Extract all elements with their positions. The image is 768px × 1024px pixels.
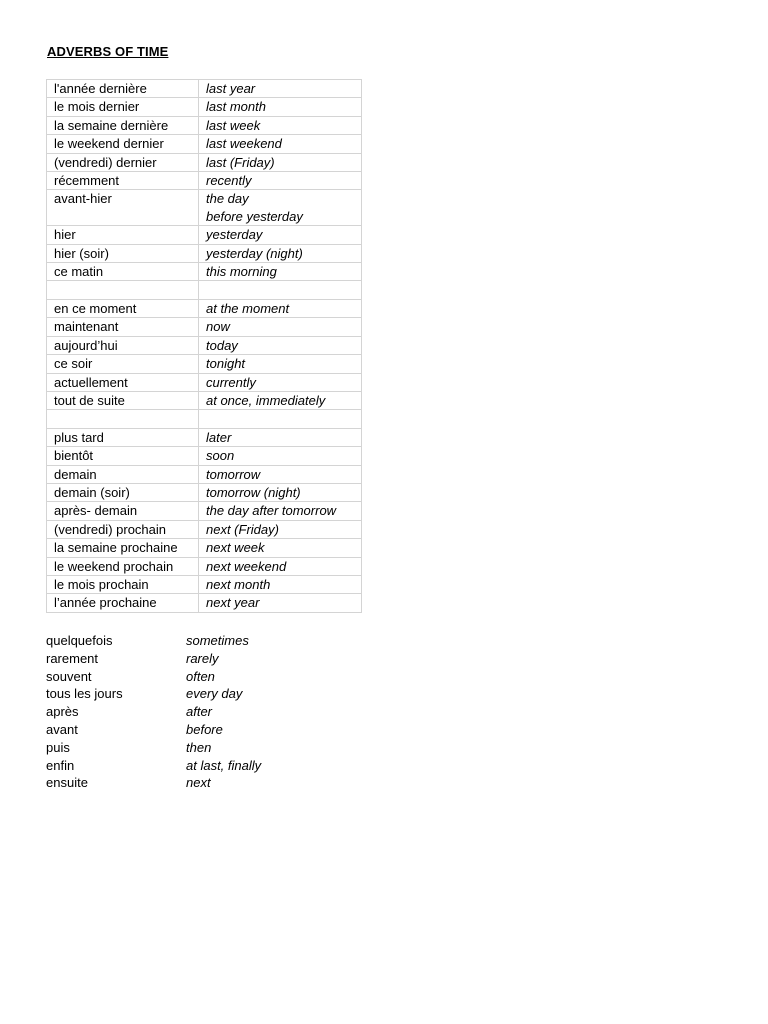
french-term xyxy=(47,281,199,299)
translation-line: last weekend xyxy=(206,136,282,152)
english-translation xyxy=(199,594,362,612)
english-translation xyxy=(199,447,362,465)
english-translation xyxy=(199,336,362,354)
french-term: hier (soir) xyxy=(47,244,199,262)
translation-line xyxy=(206,281,354,298)
list-item xyxy=(46,757,261,775)
table-row xyxy=(47,539,362,557)
french-term: (vendredi) prochain xyxy=(47,520,199,538)
table-row xyxy=(47,116,362,134)
english-translation xyxy=(199,172,362,190)
french-term: le weekend dernier xyxy=(47,135,199,153)
french-term: souvent xyxy=(46,668,92,684)
translation-line: the day xyxy=(206,191,249,207)
translation-line: next month xyxy=(206,576,271,592)
table-row xyxy=(47,98,362,116)
table-row xyxy=(47,575,362,593)
translation-line: next weekend xyxy=(206,558,287,574)
french-term: l'année dernière xyxy=(47,80,199,98)
french-term: le weekend prochain xyxy=(47,557,199,575)
french-term: maintenant xyxy=(47,318,199,336)
list-item xyxy=(46,703,261,721)
table-row xyxy=(47,483,362,501)
translation-line: tomorrow xyxy=(206,466,261,482)
english-translation: then xyxy=(186,739,212,755)
frequency-list xyxy=(46,632,261,792)
list-item xyxy=(46,685,261,703)
translation-line: later xyxy=(206,429,232,445)
english-translation: often xyxy=(186,668,215,684)
list-item xyxy=(46,650,261,668)
english-translation xyxy=(199,318,362,336)
table-row xyxy=(47,373,362,391)
french-term: hier xyxy=(47,226,199,244)
translation-line: last month xyxy=(206,99,266,115)
table-row xyxy=(47,190,362,226)
english-translation xyxy=(199,373,362,391)
table-row xyxy=(47,153,362,171)
translation-line: last (Friday) xyxy=(206,154,275,170)
translation-line: this morning xyxy=(206,264,277,280)
table-row xyxy=(47,244,362,262)
english-translation xyxy=(199,98,362,116)
translation-line: at once, immediately xyxy=(206,392,326,408)
translation-line: at the moment xyxy=(206,300,290,316)
list-item xyxy=(46,721,261,739)
english-translation xyxy=(199,391,362,409)
english-translation: after xyxy=(186,704,213,720)
table-row xyxy=(47,447,362,465)
translation-line: tomorrow (night) xyxy=(206,484,301,500)
translation-line: next (Friday) xyxy=(206,521,279,537)
translation-line: currently xyxy=(206,374,256,390)
table-row xyxy=(47,465,362,483)
translation-line: tonight xyxy=(206,356,246,372)
english-translation: before xyxy=(186,721,223,737)
french-term: le mois prochain xyxy=(47,575,199,593)
list-item xyxy=(46,632,261,650)
translation-line: soon xyxy=(206,448,235,464)
english-translation xyxy=(199,410,362,428)
english-translation: at last, finally xyxy=(186,757,262,773)
table-row xyxy=(47,172,362,190)
vocab-table xyxy=(46,79,362,613)
table-row xyxy=(47,281,362,299)
page-title: ADVERBS OF TIME xyxy=(47,44,169,59)
french-term: enfin xyxy=(46,757,75,773)
translation-line: last year xyxy=(206,81,256,96)
english-translation: every day xyxy=(186,686,243,702)
english-translation xyxy=(199,575,362,593)
english-translation xyxy=(199,80,362,98)
english-translation xyxy=(199,355,362,373)
french-term: en ce moment xyxy=(47,299,199,317)
french-term: tout de suite xyxy=(47,391,199,409)
french-term: ensuite xyxy=(46,775,88,791)
translation-line: yesterday xyxy=(206,227,263,243)
french-term: ce soir xyxy=(47,355,199,373)
table-row xyxy=(47,318,362,336)
english-translation xyxy=(199,281,362,299)
french-term: la semaine prochaine xyxy=(47,539,199,557)
english-translation: sometimes xyxy=(186,633,249,648)
french-term: quelquefois xyxy=(46,633,113,648)
table-row xyxy=(47,299,362,317)
list-item xyxy=(46,668,261,686)
french-term: après- demain xyxy=(47,502,199,520)
english-translation xyxy=(199,263,362,281)
translation-line: last week xyxy=(206,117,261,133)
english-translation xyxy=(199,244,362,262)
english-translation xyxy=(199,557,362,575)
french-term: avant-hier xyxy=(47,190,199,226)
english-translation xyxy=(199,190,362,226)
french-term: la semaine dernière xyxy=(47,116,199,134)
french-term: (vendredi) dernier xyxy=(47,153,199,171)
english-translation xyxy=(199,153,362,171)
table-row xyxy=(47,410,362,428)
english-translation: rarely xyxy=(186,650,219,666)
table-row xyxy=(47,520,362,538)
table-row xyxy=(47,135,362,153)
translation-line: today xyxy=(206,337,238,353)
translation-line: next week xyxy=(206,540,265,556)
table-row xyxy=(47,557,362,575)
english-translation xyxy=(199,502,362,520)
list-item xyxy=(46,739,261,757)
english-translation xyxy=(199,116,362,134)
english-translation xyxy=(199,428,362,446)
french-term: bientôt xyxy=(47,447,199,465)
table-row xyxy=(47,263,362,281)
table-row xyxy=(47,428,362,446)
french-term: demain (soir) xyxy=(47,483,199,501)
french-term: puis xyxy=(46,739,70,755)
english-translation xyxy=(199,520,362,538)
table-row xyxy=(47,336,362,354)
french-term: aujourd’hui xyxy=(47,336,199,354)
translation-line: next year xyxy=(206,595,260,611)
list-item xyxy=(46,774,261,792)
french-term: tous les jours xyxy=(46,686,123,702)
translation-line xyxy=(206,410,354,427)
french-term: ce matin xyxy=(47,263,199,281)
english-translation: next xyxy=(186,775,211,791)
translation-line: recently xyxy=(206,173,252,189)
french-term: après xyxy=(46,704,79,720)
table-row xyxy=(47,391,362,409)
french-term: plus tard xyxy=(47,428,199,446)
english-translation xyxy=(199,299,362,317)
table-row xyxy=(47,226,362,244)
french-term: le mois dernier xyxy=(47,98,199,116)
french-term xyxy=(47,410,199,428)
table-row xyxy=(47,80,362,98)
translation-line: before yesterday xyxy=(206,208,303,224)
english-translation xyxy=(199,135,362,153)
vocab-table-body xyxy=(47,80,362,613)
table-row xyxy=(47,594,362,612)
french-term: récemment xyxy=(47,172,199,190)
english-translation xyxy=(199,226,362,244)
translation-line: now xyxy=(206,319,230,335)
translation-line: yesterday (night) xyxy=(206,245,303,261)
french-term: l’année prochaine xyxy=(47,594,199,612)
table-row xyxy=(47,502,362,520)
translation-line: the day after tomorrow xyxy=(206,503,337,519)
english-translation xyxy=(199,539,362,557)
french-term: actuellement xyxy=(47,373,199,391)
english-translation xyxy=(199,465,362,483)
french-term: demain xyxy=(47,465,199,483)
table-row xyxy=(47,355,362,373)
english-translation xyxy=(199,483,362,501)
french-term: avant xyxy=(46,721,78,737)
french-term: rarement xyxy=(46,650,99,666)
